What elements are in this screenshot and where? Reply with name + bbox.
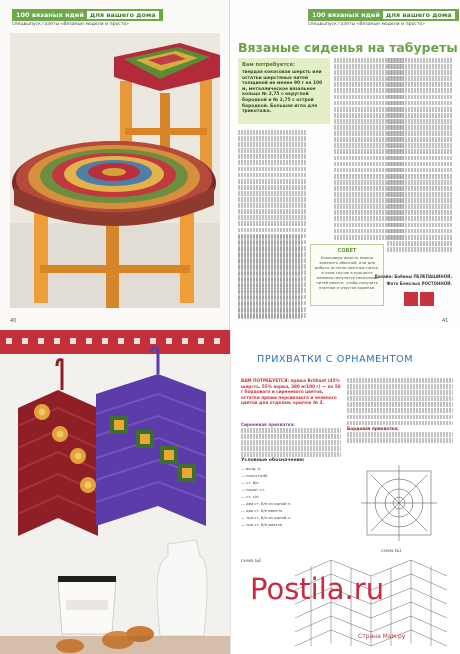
potholders-title: ПРИХВАТКИ С ОРНАМЕНТОМ — [257, 354, 414, 365]
header-badge: 100 вязаных идей для вашего дома — [12, 9, 163, 21]
watermark-site: Страна Мам.ру — [358, 633, 406, 640]
instructions-column-1b — [238, 235, 302, 320]
legend-item: — ст. с/н — [241, 494, 259, 499]
header-subtitle: спецвыпуск газеты «Вязаные модели и просто» — [12, 22, 130, 27]
section-burgundy-title: Бордовая прихватка: — [347, 426, 399, 431]
credit-design: Дизайн: Бобины ПЕЛЕПАШИНОЙ, — [374, 274, 452, 279]
header-badge-right: 100 вязаных идей для вашего дома — [308, 9, 459, 21]
legend-item: — два ст. б/н из одной п. — [241, 501, 292, 506]
left-page-top — [0, 0, 230, 330]
tip-box — [310, 244, 384, 306]
instructions-right-column — [347, 378, 453, 427]
legend-item: — три ст. б/н из одной п. — [241, 515, 292, 520]
legend-item: — возд. п. — [241, 466, 262, 471]
potholders-materials: ВАМ ПОТРЕБУЕТСЯ: пряжа Brilliant (45% шерсть, 55% акрил, 380 м/100 г) — по 50 г бордового и сиреневого цветов, остатки пряжи персикового и зеленого цветов для отделки; крючок № 3. — [241, 378, 341, 406]
legend-item: — полустолб. — [241, 473, 269, 478]
legend-item: — два ст. б/н вместе — [241, 508, 283, 513]
legend-item: — ст. б/н — [241, 480, 259, 485]
scheme-1-label: схема №1 — [381, 548, 402, 553]
stool-cushion-photo — [10, 33, 220, 308]
page-number-left: 40 — [10, 318, 17, 324]
legend-item: — пышн. ст. — [241, 487, 266, 492]
instructions-column-3 — [387, 58, 453, 253]
tip-text: Кокосовую шерсть можно заменить обычной, или для работы остатки цветных ниток, в этом случае в процессе вязания получатся несколько нитей вместе, чтобы получить плотное и упругое сиденье. — [314, 255, 380, 290]
crochet-scheme-1 — [347, 460, 451, 546]
materials-box — [238, 58, 330, 124]
page-number-right: 41 — [442, 318, 449, 324]
credit-photo: Фото Блеклых РОСТОННОЙ. — [386, 281, 452, 286]
section-purple-title: Сиреневая прихватка: — [241, 422, 295, 427]
section-purple-text — [241, 428, 341, 458]
scheme-2-label: схема №2 — [241, 558, 262, 563]
tip-title: СОВЕТ — [337, 248, 357, 254]
legend-title: Условные обозначения: — [241, 458, 305, 463]
right-page-top — [230, 0, 460, 330]
article-title: Вязаные сиденья на табуреты — [238, 40, 458, 55]
potholders-photo — [0, 330, 230, 654]
header-subtitle-right: спецвыпуск газеты «Вязаные модели и просто» — [308, 22, 426, 27]
legend-item: — три ст. б/н вместе — [241, 522, 283, 527]
section-burgundy-text — [347, 432, 453, 444]
publisher-logo — [404, 292, 438, 306]
materials-text: твердая кокосовая шерсть или остатки шерстяных нитей толщиной не менее 90 г на 100 м, металлическое вязальное кольцо № 3,75 с округлой бородкой и № 2,75 с острой бородкой. Большая игла для трикотажа. — [242, 70, 323, 115]
watermark-logo: Postila.ru — [250, 572, 385, 606]
materials-title: Вам потребуется: — [242, 62, 295, 68]
